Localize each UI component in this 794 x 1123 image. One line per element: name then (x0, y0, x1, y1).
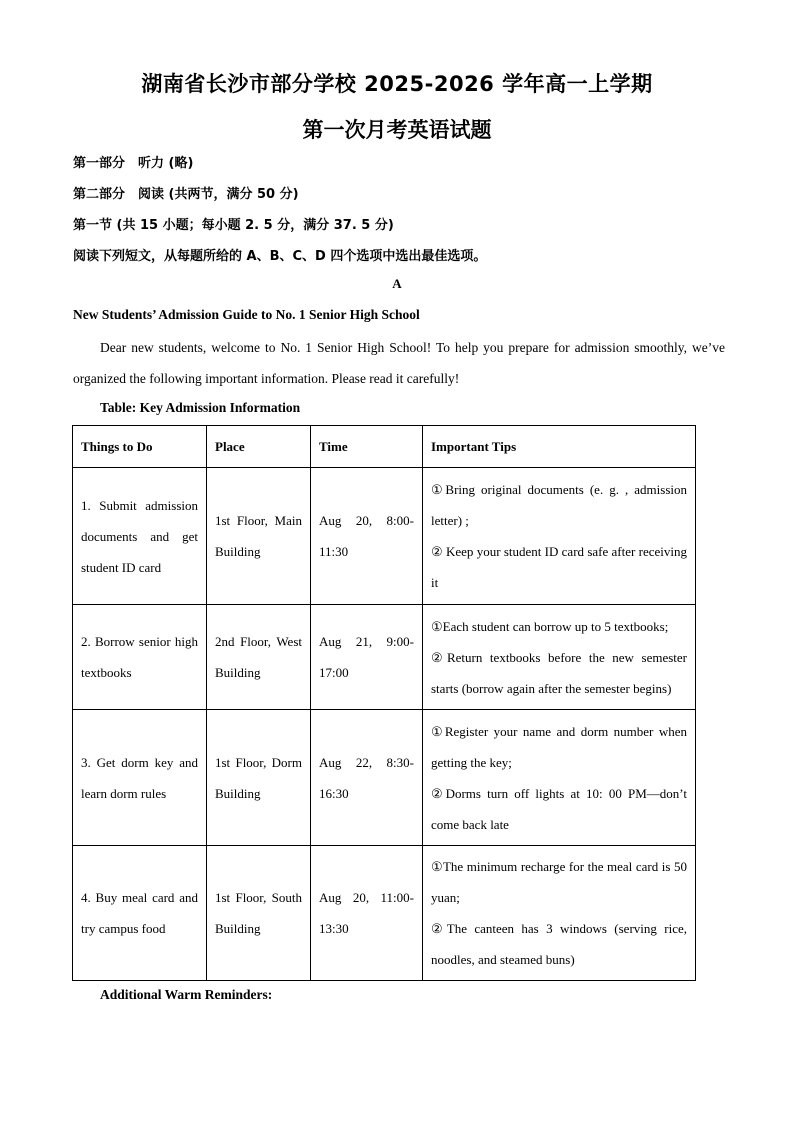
page-subtitle: 第一次月考英语试题 (302, 118, 492, 142)
cell-tips (423, 710, 696, 846)
directions-text: 阅读下列短文，从每题所给的 A、B、C、D 四个选项中选出最佳选项。 (73, 249, 487, 264)
tip-item: ①Each student can borrow up to 5 textbooks; (431, 618, 669, 634)
header-time: Time (311, 426, 423, 468)
cell-time: Aug 20, 11:00-13:30 (311, 846, 423, 981)
cell-tips (423, 468, 696, 605)
table-row (73, 846, 696, 981)
page-title: 湖南省长沙市部分学校 2025-2026 学年高一上学期 (141, 72, 653, 96)
table-row (73, 468, 696, 605)
cell-place: 2nd Floor, West Building (207, 605, 311, 710)
cell-place: 1st Floor, Main Building (207, 468, 311, 605)
cell-time: Aug 22, 8:30-16:30 (311, 710, 423, 846)
cell-time: Aug 21, 9:00-17:00 (311, 605, 423, 710)
passage-label: A (392, 276, 402, 291)
header-things: Things to Do (73, 426, 207, 468)
tip-item: ①Register your name and dorm number when getting the key; (431, 723, 687, 770)
part2-heading: 第二部分 阅读 (共两节，满分 50 分) (73, 187, 299, 202)
reminders-heading: Additional Warm Reminders: (100, 987, 273, 1002)
table-row (73, 710, 696, 846)
passage-intro: Dear new students, welcome to No. 1 Senior High School! To help you prepare for admission smoothly, we’ve organized the following important information. Please read it carefully! (73, 340, 725, 386)
cell-thing: 3. Get dorm key and learn dorm rules (73, 710, 207, 846)
part1-heading: 第一部分 听力 (略) (73, 156, 194, 171)
header-tips: Important Tips (423, 426, 696, 468)
tip-item: ②The canteen has 3 windows (serving rice, noodles, and steamed buns) (431, 921, 687, 967)
tip-item: ②Return textbooks before the new semester starts (borrow again after the semester begins) (431, 649, 687, 696)
cell-thing: 1. Submit admission documents and get student ID card (73, 468, 207, 605)
header-place: Place (207, 426, 311, 468)
table-header-row (73, 426, 696, 468)
cell-tips (423, 846, 696, 981)
tip-item: ②Dorms turn off lights at 10: 00 PM—don’t come back late (431, 785, 687, 832)
cell-place: 1st Floor, South Building (207, 846, 311, 981)
cell-thing: 2. Borrow senior high textbooks (73, 605, 207, 710)
tip-item: ①Bring original documents (e. g. , admission letter) ; (431, 482, 687, 528)
tip-item: ② Keep your student ID card safe after receiving it (431, 544, 687, 590)
tip-item: ①The minimum recharge for the meal card is 50 yuan; (431, 859, 687, 905)
cell-time: Aug 20, 8:00-11:30 (311, 468, 423, 605)
cell-place: 1st Floor, Dorm Building (207, 710, 311, 846)
table-caption: Table: Key Admission Information (100, 400, 301, 415)
passage-title: New Students’ Admission Guide to No. 1 Senior High School (73, 307, 420, 322)
cell-thing: 4. Buy meal card and try campus food (73, 846, 207, 981)
cell-tips (423, 605, 696, 710)
table-row (73, 605, 696, 710)
section1-heading: 第一节 (共 15 小题；每小题 2. 5 分，满分 37. 5 分) (73, 218, 394, 233)
admission-table (72, 425, 696, 981)
